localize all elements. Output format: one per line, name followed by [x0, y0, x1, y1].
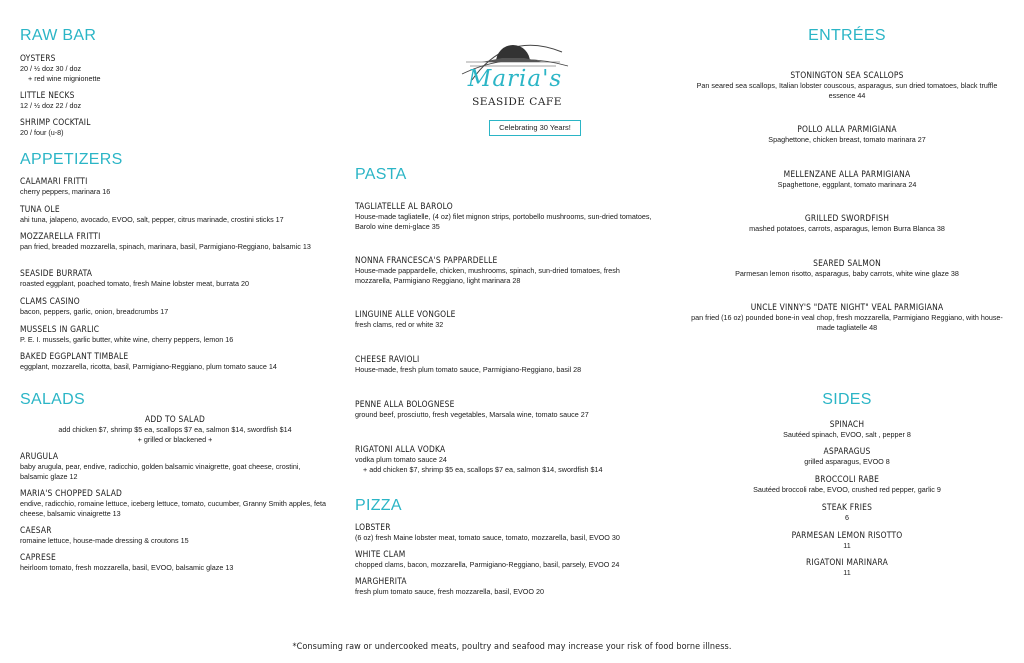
item-name: CAPRESE — [20, 552, 56, 562]
item-name: WHITE CLAM — [355, 549, 406, 559]
menu-item — [355, 444, 655, 474]
menu-item — [20, 525, 330, 546]
menu-item — [20, 53, 330, 83]
item-name: CALAMARI FRITTI — [20, 176, 88, 186]
menu-item — [20, 117, 330, 138]
item-desc: House-made, fresh plum tomato sauce, Parmigiano-Reggiano, basil 28 — [355, 365, 582, 374]
item-desc: baby arugula, pear, endive, radicchio, golden balsamic vinaigrette, goat cheese, crostini, balsamic glaze 12 — [20, 462, 301, 481]
menu-item — [355, 309, 655, 330]
item-desc: pan fried (16 oz) pounded bone-in veal chop, fresh mozzarella, Parmigiano Reggiano, with house-made tagliatelle 48 — [691, 313, 1003, 332]
add-to-salad — [20, 414, 330, 444]
item-desc: Sautéed broccoli rabe, EVOO, crushed red pepper, garlic 9 — [753, 485, 941, 494]
menu-item — [20, 488, 330, 518]
item-name: CHEESE RAVIOLI — [355, 354, 420, 364]
item-name: LITTLE NECKS — [20, 90, 75, 100]
item-desc: 11 — [843, 541, 851, 550]
entrees-heading: ENTRÉES — [808, 27, 886, 44]
item-name: MARGHERITA — [355, 576, 407, 586]
anniversary-badge: Celebrating 30 Years! — [489, 120, 581, 136]
item-name: MELLENZANE ALLA PARMIGIANA — [783, 169, 911, 179]
menu-item — [690, 446, 1004, 467]
item-name: LINGUINE ALLE VONGOLE — [355, 309, 456, 319]
item-name: SEARED SALMON — [813, 258, 881, 268]
item-desc: House-made pappardelle, chicken, mushrooms, spinach, sun-dried tomatoes, fresh mozzarella, Parmigiano Reggiano, light marinara 28 — [355, 266, 620, 285]
item-desc: 20 / four (u-8) — [20, 128, 64, 137]
item-name: SPINACH — [829, 419, 865, 429]
appetizers-heading: APPETIZERS — [20, 151, 123, 168]
item-desc: endive, radicchio, romaine lettuce, iceberg lettuce, tomato, cucumber, Granny Smith apples, feta cheese, balsamic vinaigrette 13 — [20, 499, 327, 518]
item-name: MOZZARELLA FRITTI — [20, 231, 101, 241]
item-desc: 6 — [845, 513, 849, 522]
item-desc: fresh plum tomato sauce, fresh mozzarella, basil, EVOO 20 — [355, 587, 544, 596]
menu-item — [355, 576, 655, 597]
logo-script: Maria's — [467, 66, 563, 92]
item-name: STEAK FRIES — [821, 502, 873, 512]
menu-item — [20, 296, 330, 317]
item-desc: (6 oz) fresh Maine lobster meat, tomato sauce, tomato, mozzarella, basil, EVOO 30 — [355, 533, 620, 542]
item-desc: House-made tagliatelle, (4 oz) filet mignon strips, portobello mushrooms, sun-dried tomatoes, Barolo wine demi-glace 35 — [355, 212, 652, 231]
item-desc: cherry peppers, marinara 16 — [20, 187, 111, 196]
menu-item — [690, 502, 1004, 523]
item-desc: ahi tuna, jalapeno, avocado, EVOO, salt, pepper, citrus marinade, crostini sticks 17 — [20, 215, 284, 224]
menu-item — [20, 176, 330, 197]
item-name: SHRIMP COCKTAIL — [20, 117, 91, 127]
menu-item — [690, 530, 1004, 551]
item-desc: P. E. I. mussels, garlic butter, white wine, cherry peppers, lemon 16 — [20, 335, 234, 344]
item-name: STONINGTON SEA SCALLOPS — [790, 70, 904, 80]
item-desc: roasted eggplant, poached tomato, fresh Maine lobster meat, burrata 20 — [20, 279, 249, 288]
item-name: BROCCOLI RABE — [814, 474, 880, 484]
allergy-footnote: *Consuming raw or undercooked meats, poultry and seafood may increase your risk of food borne illness. — [292, 642, 732, 652]
item-desc: Spaghettone, chicken breast, tomato marinara 27 — [768, 135, 926, 144]
item-name: SEASIDE BURRATA — [20, 268, 93, 278]
item-desc: eggplant, mozzarella, ricotta, basil, Parmigiano-Reggiano, plum tomato sauce 14 — [20, 362, 277, 371]
item-desc: vodka plum tomato sauce 24 — [355, 455, 447, 464]
menu-item — [20, 204, 330, 225]
menu-item — [355, 354, 655, 375]
item-name: CLAMS CASINO — [20, 296, 80, 306]
pasta-heading: PASTA — [355, 166, 407, 183]
menu-item — [20, 268, 330, 289]
item-desc: 12 / ½ doz 22 / doz — [20, 101, 82, 110]
menu-item — [355, 522, 655, 543]
item-name: ADD TO SALAD — [145, 414, 205, 424]
item-name: MARIA'S CHOPPED SALAD — [20, 488, 123, 498]
menu-item — [20, 451, 330, 481]
item-desc: chopped clams, bacon, mozzarella, Parmigiano-Reggiano, basil, parsely, EVOO 24 — [355, 560, 620, 569]
menu-item — [690, 213, 1004, 234]
menu-item — [690, 302, 1004, 332]
menu-item — [355, 549, 655, 570]
item-name: CAESAR — [20, 525, 52, 535]
item-name: TUNA OLE — [20, 204, 60, 214]
menu-item — [690, 258, 1004, 279]
menu-item — [690, 557, 1004, 578]
menu-item — [690, 474, 1004, 495]
menu-item — [355, 201, 655, 231]
item-name: RIGATONI MARINARA — [806, 557, 888, 567]
menu-item — [20, 552, 330, 573]
menu-item — [355, 399, 655, 420]
item-desc: fresh clams, red or white 32 — [355, 320, 444, 329]
item-name: PENNE ALLA BOLOGNESE — [355, 399, 455, 409]
item-name: PARMESAN LEMON RISOTTO — [791, 530, 903, 540]
item-name: OYSTERS — [20, 53, 56, 63]
pizza-heading: PIZZA — [355, 497, 402, 514]
item-extra: + grilled or blackened + — [137, 434, 213, 444]
item-desc: add chicken $7, shrimp $5 ea, scallops $7 ea, salmon $14, swordfish $14 — [58, 425, 292, 434]
menu-item — [690, 70, 1004, 100]
menu-item — [20, 351, 330, 372]
menu-item — [20, 231, 330, 252]
menu-item — [355, 255, 655, 285]
salads-heading: SALADS — [20, 391, 85, 408]
item-name: GRILLED SWORDFISH — [804, 213, 890, 223]
item-name: ASPARAGUS — [823, 446, 871, 456]
menu-item — [690, 124, 1004, 145]
item-desc: Pan seared sea scallops, Italian lobster couscous, asparagus, sun dried tomatoes, black truffle essence 44 — [696, 81, 998, 100]
item-desc: Spaghettone, eggplant, tomato marinara 24 — [777, 180, 917, 189]
item-name: UNCLE VINNY'S "DATE NIGHT" VEAL PARMIGIANA — [750, 302, 944, 312]
item-name: POLLO ALLA PARMIGIANA — [797, 124, 897, 134]
item-desc: 11 — [843, 568, 851, 577]
item-desc: mashed potatoes, carrots, asparagus, lemon Burra Blanca 38 — [749, 224, 945, 233]
menu-item — [690, 419, 1004, 440]
sides-heading: SIDES — [822, 391, 872, 408]
item-desc: bacon, peppers, garlic, onion, breadcrumbs 17 — [20, 307, 169, 316]
item-extra: + add chicken $7, shrimp $5 ea, scallops $7 ea, salmon $14, swordfish $14 — [363, 464, 603, 474]
item-name: BAKED EGGPLANT TIMBALE — [20, 351, 129, 361]
menu-item — [20, 324, 330, 345]
item-desc: Sautéed spinach, EVOO, salt , pepper 8 — [783, 430, 911, 439]
item-desc: ground beef, prosciutto, fresh vegetables, Marsala wine, tomato sauce 27 — [355, 410, 589, 419]
item-desc: 20 / ½ doz 30 / doz — [20, 64, 82, 73]
item-name: MUSSELS IN GARLIC — [20, 324, 100, 334]
item-name: ARUGULA — [20, 451, 59, 461]
item-name: RIGATONI ALLA VODKA — [355, 444, 446, 454]
item-desc: pan fried, breaded mozzarella, spinach, marinara, basil, Parmigiano-Reggiano, balsamic 13 — [20, 242, 311, 251]
item-name: NONNA FRANCESCA'S PAPPARDELLE — [355, 255, 498, 265]
item-desc: Parmesan lemon risotto, asparagus, baby carrots, white wine glaze 38 — [735, 269, 959, 278]
item-desc: romaine lettuce, house-made dressing & croutons 15 — [20, 536, 189, 545]
menu-item — [690, 169, 1004, 190]
raw-bar-heading: RAW BAR — [20, 27, 97, 44]
menu-item — [20, 90, 330, 111]
item-desc: grilled asparagus, EVOO 8 — [804, 457, 890, 466]
logo-subtitle: SEASIDE CAFE — [472, 96, 562, 108]
item-name: LOBSTER — [355, 522, 391, 532]
item-desc: heirloom tomato, fresh mozzarella, basil, EVOO, balsamic glaze 13 — [20, 563, 234, 572]
item-name: TAGLIATELLE AL BAROLO — [355, 201, 453, 211]
item-extra: + red wine mignionette — [28, 73, 101, 83]
